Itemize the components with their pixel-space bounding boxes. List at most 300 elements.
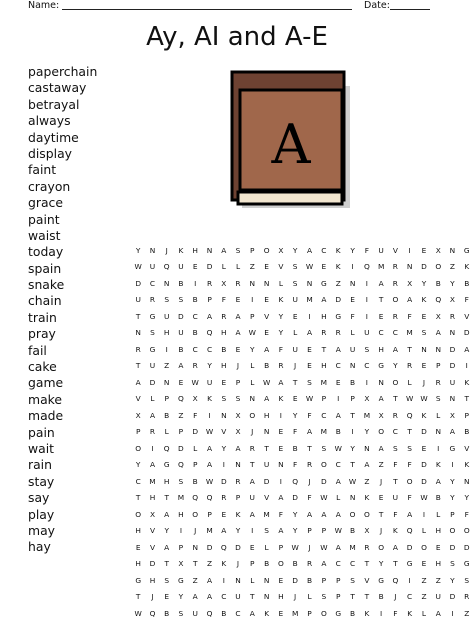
grid-cell[interactable]: Z [431, 572, 445, 589]
grid-cell[interactable]: F [302, 490, 316, 507]
grid-cell[interactable]: X [445, 407, 459, 424]
grid-cell[interactable]: E [345, 292, 359, 309]
grid-cell[interactable]: F [288, 424, 302, 441]
grid-cell[interactable]: T [188, 556, 202, 573]
grid-cell[interactable]: M [402, 325, 416, 342]
grid-cell[interactable]: Y [374, 556, 388, 573]
grid-cell[interactable]: B [331, 424, 345, 441]
grid-cell[interactable]: N [431, 341, 445, 358]
grid-cell[interactable]: I [274, 473, 288, 490]
grid-cell[interactable]: F [402, 308, 416, 325]
grid-cell[interactable]: E [417, 440, 431, 457]
grid-cell[interactable]: W [288, 539, 302, 556]
grid-cell[interactable]: P [174, 424, 188, 441]
grid-cell[interactable]: Q [174, 391, 188, 408]
grid-cell[interactable]: I [417, 506, 431, 523]
grid-cell[interactable]: R [402, 358, 416, 375]
grid-cell[interactable]: Z [202, 556, 216, 573]
grid-cell[interactable]: B [160, 407, 174, 424]
grid-cell[interactable]: T [402, 341, 416, 358]
grid-cell[interactable]: P [245, 242, 259, 259]
grid-cell[interactable]: M [317, 374, 331, 391]
grid-cell[interactable]: I [174, 523, 188, 540]
grid-cell[interactable]: S [174, 292, 188, 309]
grid-cell[interactable]: E [302, 341, 316, 358]
grid-cell[interactable]: I [445, 457, 459, 474]
grid-cell[interactable]: A [374, 440, 388, 457]
grid-cell[interactable]: W [131, 605, 145, 622]
grid-cell[interactable]: C [188, 308, 202, 325]
grid-cell[interactable]: Y [345, 440, 359, 457]
grid-cell[interactable]: B [217, 605, 231, 622]
grid-cell[interactable]: B [188, 292, 202, 309]
grid-cell[interactable]: N [259, 572, 273, 589]
grid-cell[interactable]: I [145, 440, 159, 457]
grid-cell[interactable]: F [402, 457, 416, 474]
grid-cell[interactable]: I [431, 440, 445, 457]
grid-cell[interactable]: D [460, 539, 474, 556]
grid-cell[interactable]: P [302, 523, 316, 540]
grid-cell[interactable]: V [360, 572, 374, 589]
grid-cell[interactable]: N [360, 440, 374, 457]
grid-cell[interactable]: O [345, 506, 359, 523]
grid-cell[interactable]: U [202, 374, 216, 391]
grid-cell[interactable]: Y [445, 473, 459, 490]
grid-cell[interactable]: A [174, 358, 188, 375]
grid-cell[interactable]: A [202, 308, 216, 325]
grid-cell[interactable]: K [274, 292, 288, 309]
grid-cell[interactable]: A [217, 523, 231, 540]
grid-cell[interactable]: O [374, 424, 388, 441]
grid-cell[interactable]: N [231, 572, 245, 589]
grid-cell[interactable]: O [360, 506, 374, 523]
grid-cell[interactable]: W [259, 374, 273, 391]
grid-cell[interactable]: C [317, 407, 331, 424]
grid-cell[interactable]: H [188, 242, 202, 259]
grid-cell[interactable]: C [202, 341, 216, 358]
grid-cell[interactable]: T [131, 490, 145, 507]
grid-cell[interactable]: K [331, 259, 345, 276]
grid-cell[interactable]: B [374, 589, 388, 606]
grid-cell[interactable]: F [217, 292, 231, 309]
grid-cell[interactable]: D [231, 539, 245, 556]
grid-cell[interactable]: N [160, 374, 174, 391]
grid-cell[interactable]: A [431, 605, 445, 622]
grid-cell[interactable]: W [202, 424, 216, 441]
grid-cell[interactable]: C [374, 325, 388, 342]
grid-cell[interactable]: Y [388, 358, 402, 375]
grid-cell[interactable]: P [331, 572, 345, 589]
grid-cell[interactable]: N [445, 325, 459, 342]
grid-cell[interactable]: L [245, 374, 259, 391]
grid-cell[interactable]: I [188, 275, 202, 292]
grid-cell[interactable]: W [402, 391, 416, 408]
grid-cell[interactable]: Z [160, 358, 174, 375]
grid-cell[interactable]: I [402, 572, 416, 589]
grid-cell[interactable]: U [145, 259, 159, 276]
grid-cell[interactable]: P [231, 374, 245, 391]
grid-cell[interactable]: A [231, 325, 245, 342]
grid-cell[interactable]: O [417, 539, 431, 556]
grid-cell[interactable]: C [217, 589, 231, 606]
grid-cell[interactable]: I [345, 424, 359, 441]
grid-cell[interactable]: T [131, 589, 145, 606]
grid-cell[interactable]: Z [417, 589, 431, 606]
grid-cell[interactable]: T [360, 556, 374, 573]
grid-cell[interactable]: D [317, 473, 331, 490]
grid-cell[interactable]: I [217, 572, 231, 589]
grid-cell[interactable]: V [460, 308, 474, 325]
grid-cell[interactable]: C [317, 242, 331, 259]
grid-cell[interactable]: D [174, 308, 188, 325]
grid-cell[interactable]: M [259, 506, 273, 523]
grid-cell[interactable]: W [331, 440, 345, 457]
grid-cell[interactable]: L [417, 605, 431, 622]
grid-cell[interactable]: U [360, 325, 374, 342]
grid-cell[interactable]: L [288, 325, 302, 342]
grid-cell[interactable]: T [245, 457, 259, 474]
grid-cell[interactable]: I [245, 523, 259, 540]
grid-cell[interactable]: A [431, 325, 445, 342]
grid-cell[interactable]: E [417, 358, 431, 375]
grid-cell[interactable]: K [402, 605, 416, 622]
grid-cell[interactable]: Z [331, 275, 345, 292]
grid-cell[interactable]: F [360, 242, 374, 259]
grid-cell[interactable]: J [231, 358, 245, 375]
grid-cell[interactable]: J [231, 556, 245, 573]
grid-cell[interactable]: D [417, 259, 431, 276]
grid-cell[interactable]: R [388, 308, 402, 325]
grid-cell[interactable]: Y [245, 341, 259, 358]
grid-cell[interactable]: Y [202, 358, 216, 375]
grid-cell[interactable]: A [302, 424, 316, 441]
grid-cell[interactable]: N [188, 539, 202, 556]
grid-cell[interactable]: R [388, 407, 402, 424]
grid-cell[interactable]: L [417, 523, 431, 540]
grid-cell[interactable]: N [160, 275, 174, 292]
grid-cell[interactable]: P [202, 506, 216, 523]
grid-cell[interactable]: I [460, 358, 474, 375]
grid-cell[interactable]: J [188, 523, 202, 540]
grid-cell[interactable]: K [417, 292, 431, 309]
grid-cell[interactable]: D [188, 424, 202, 441]
grid-cell[interactable]: V [259, 490, 273, 507]
grid-cell[interactable]: L [331, 490, 345, 507]
grid-cell[interactable]: Q [217, 539, 231, 556]
grid-cell[interactable]: S [317, 589, 331, 606]
grid-cell[interactable]: G [160, 457, 174, 474]
grid-cell[interactable]: E [217, 506, 231, 523]
grid-cell[interactable]: N [302, 275, 316, 292]
grid-cell[interactable]: A [317, 506, 331, 523]
grid-cell[interactable]: I [360, 292, 374, 309]
grid-cell[interactable]: M [345, 539, 359, 556]
grid-cell[interactable]: N [445, 391, 459, 408]
grid-cell[interactable]: D [445, 358, 459, 375]
grid-cell[interactable]: K [217, 556, 231, 573]
grid-cell[interactable]: N [460, 473, 474, 490]
grid-cell[interactable]: K [417, 407, 431, 424]
grid-cell[interactable]: G [331, 308, 345, 325]
grid-cell[interactable]: M [360, 407, 374, 424]
grid-cell[interactable]: A [431, 473, 445, 490]
grid-cell[interactable]: X [217, 275, 231, 292]
grid-cell[interactable]: W [317, 539, 331, 556]
grid-cell[interactable]: J [388, 589, 402, 606]
grid-cell[interactable]: W [245, 325, 259, 342]
grid-cell[interactable]: L [217, 259, 231, 276]
grid-cell[interactable]: E [174, 374, 188, 391]
grid-cell[interactable]: K [202, 391, 216, 408]
grid-cell[interactable]: L [245, 358, 259, 375]
grid-cell[interactable]: K [274, 391, 288, 408]
grid-cell[interactable]: R [302, 556, 316, 573]
grid-cell[interactable]: P [331, 589, 345, 606]
grid-cell[interactable]: Q [388, 572, 402, 589]
grid-cell[interactable]: P [274, 539, 288, 556]
grid-cell[interactable]: C [231, 605, 245, 622]
grid-cell[interactable]: S [174, 605, 188, 622]
grid-cell[interactable]: Y [288, 242, 302, 259]
grid-cell[interactable]: C [131, 473, 145, 490]
grid-cell[interactable]: V [217, 424, 231, 441]
grid-cell[interactable]: F [274, 506, 288, 523]
grid-cell[interactable]: A [402, 506, 416, 523]
grid-cell[interactable]: A [388, 539, 402, 556]
grid-cell[interactable]: R [217, 490, 231, 507]
grid-cell[interactable]: S [431, 391, 445, 408]
grid-cell[interactable]: X [174, 556, 188, 573]
grid-cell[interactable]: E [131, 539, 145, 556]
grid-cell[interactable]: H [431, 523, 445, 540]
grid-cell[interactable]: U [160, 308, 174, 325]
grid-cell[interactable]: O [259, 242, 273, 259]
grid-cell[interactable]: A [388, 341, 402, 358]
grid-cell[interactable]: D [145, 556, 159, 573]
grid-cell[interactable]: E [288, 308, 302, 325]
grid-cell[interactable]: I [360, 275, 374, 292]
grid-cell[interactable]: B [431, 490, 445, 507]
grid-cell[interactable]: R [431, 374, 445, 391]
grid-cell[interactable]: E [188, 259, 202, 276]
grid-cell[interactable]: A [160, 539, 174, 556]
grid-cell[interactable]: B [345, 374, 359, 391]
grid-cell[interactable]: O [388, 292, 402, 309]
grid-cell[interactable]: D [131, 275, 145, 292]
grid-cell[interactable]: E [231, 341, 245, 358]
grid-cell[interactable]: Y [445, 275, 459, 292]
grid-cell[interactable]: O [188, 506, 202, 523]
grid-cell[interactable]: A [302, 325, 316, 342]
grid-cell[interactable]: E [417, 242, 431, 259]
grid-cell[interactable]: W [302, 259, 316, 276]
grid-cell[interactable]: S [217, 391, 231, 408]
grid-cell[interactable]: X [445, 292, 459, 309]
grid-cell[interactable]: Y [445, 490, 459, 507]
grid-cell[interactable]: T [317, 341, 331, 358]
grid-cell[interactable]: K [259, 605, 273, 622]
grid-cell[interactable]: B [460, 424, 474, 441]
grid-cell[interactable]: K [460, 374, 474, 391]
grid-cell[interactable]: F [402, 490, 416, 507]
grid-cell[interactable]: K [360, 490, 374, 507]
grid-cell[interactable]: X [231, 407, 245, 424]
grid-cell[interactable]: H [274, 589, 288, 606]
grid-cell[interactable]: H [160, 325, 174, 342]
grid-cell[interactable]: D [445, 539, 459, 556]
grid-cell[interactable]: P [317, 523, 331, 540]
grid-cell[interactable]: G [145, 341, 159, 358]
grid-cell[interactable]: T [259, 440, 273, 457]
grid-cell[interactable]: Y [288, 407, 302, 424]
grid-cell[interactable]: A [317, 556, 331, 573]
grid-cell[interactable]: T [131, 308, 145, 325]
grid-cell[interactable]: H [217, 325, 231, 342]
grid-cell[interactable]: B [460, 275, 474, 292]
grid-cell[interactable]: H [131, 523, 145, 540]
grid-cell[interactable]: D [417, 473, 431, 490]
grid-cell[interactable]: I [402, 242, 416, 259]
grid-cell[interactable]: A [245, 605, 259, 622]
grid-cell[interactable]: B [188, 473, 202, 490]
grid-cell[interactable]: S [231, 391, 245, 408]
grid-cell[interactable]: U [131, 292, 145, 309]
grid-cell[interactable]: B [188, 325, 202, 342]
grid-cell[interactable]: B [345, 523, 359, 540]
grid-cell[interactable]: A [188, 589, 202, 606]
grid-cell[interactable]: Z [188, 572, 202, 589]
grid-cell[interactable]: Y [274, 325, 288, 342]
grid-cell[interactable]: A [360, 457, 374, 474]
grid-cell[interactable]: W [317, 490, 331, 507]
grid-cell[interactable]: S [445, 556, 459, 573]
grid-cell[interactable]: X [360, 391, 374, 408]
grid-cell[interactable]: G [331, 605, 345, 622]
grid-cell[interactable]: T [388, 391, 402, 408]
grid-cell[interactable]: A [302, 506, 316, 523]
grid-cell[interactable]: R [388, 259, 402, 276]
grid-cell[interactable]: H [174, 506, 188, 523]
grid-cell[interactable]: Y [131, 242, 145, 259]
grid-cell[interactable]: T [131, 358, 145, 375]
grid-cell[interactable]: J [288, 358, 302, 375]
grid-cell[interactable]: C [331, 457, 345, 474]
grid-cell[interactable]: V [388, 242, 402, 259]
grid-cell[interactable]: H [317, 308, 331, 325]
grid-cell[interactable]: N [374, 374, 388, 391]
grid-cell[interactable]: A [274, 374, 288, 391]
grid-cell[interactable]: S [288, 275, 302, 292]
grid-cell[interactable]: A [445, 424, 459, 441]
grid-cell[interactable]: A [202, 572, 216, 589]
grid-cell[interactable]: R [131, 341, 145, 358]
grid-cell[interactable]: S [160, 572, 174, 589]
grid-cell[interactable]: D [202, 539, 216, 556]
grid-cell[interactable]: K [360, 605, 374, 622]
grid-cell[interactable]: A [331, 539, 345, 556]
grid-cell[interactable]: O [317, 605, 331, 622]
grid-cell[interactable]: Z [174, 407, 188, 424]
grid-cell[interactable]: Q [288, 473, 302, 490]
grid-cell[interactable]: H [145, 490, 159, 507]
grid-cell[interactable]: P [460, 407, 474, 424]
grid-cell[interactable]: Y [288, 506, 302, 523]
grid-cell[interactable]: I [345, 259, 359, 276]
grid-cell[interactable]: R [217, 308, 231, 325]
grid-cell[interactable]: X [431, 308, 445, 325]
grid-cell[interactable]: W [202, 473, 216, 490]
grid-cell[interactable]: O [245, 407, 259, 424]
grid-cell[interactable]: B [431, 275, 445, 292]
grid-cell[interactable]: X [402, 275, 416, 292]
grid-cell[interactable]: E [259, 292, 273, 309]
grid-cell[interactable]: X [360, 523, 374, 540]
grid-cell[interactable]: D [288, 490, 302, 507]
grid-cell[interactable]: Z [360, 473, 374, 490]
grid-cell[interactable]: F [188, 407, 202, 424]
grid-cell[interactable]: R [231, 275, 245, 292]
grid-cell[interactable]: H [431, 556, 445, 573]
grid-cell[interactable]: S [460, 572, 474, 589]
grid-cell[interactable]: G [145, 308, 159, 325]
grid-cell[interactable]: I [302, 308, 316, 325]
grid-cell[interactable]: L [188, 440, 202, 457]
grid-cell[interactable]: A [145, 457, 159, 474]
grid-cell[interactable]: Q [402, 523, 416, 540]
grid-cell[interactable]: G [460, 556, 474, 573]
grid-cell[interactable]: U [174, 259, 188, 276]
grid-cell[interactable]: T [160, 490, 174, 507]
grid-cell[interactable]: E [374, 308, 388, 325]
grid-cell[interactable]: A [331, 407, 345, 424]
grid-cell[interactable]: A [402, 292, 416, 309]
grid-cell[interactable]: E [259, 259, 273, 276]
grid-cell[interactable]: N [259, 589, 273, 606]
grid-cell[interactable]: C [388, 424, 402, 441]
grid-cell[interactable]: I [274, 407, 288, 424]
grid-cell[interactable]: A [131, 374, 145, 391]
grid-cell[interactable]: T [402, 424, 416, 441]
grid-cell[interactable]: H [317, 358, 331, 375]
grid-cell[interactable]: Y [160, 523, 174, 540]
grid-cell[interactable]: W [302, 391, 316, 408]
grid-cell[interactable]: D [145, 374, 159, 391]
grid-cell[interactable]: R [145, 424, 159, 441]
grid-cell[interactable]: C [345, 556, 359, 573]
grid-cell[interactable]: R [445, 308, 459, 325]
grid-cell[interactable]: A [374, 275, 388, 292]
grid-cell[interactable]: R [302, 457, 316, 474]
grid-cell[interactable]: H [131, 556, 145, 573]
grid-cell[interactable]: F [288, 457, 302, 474]
grid-cell[interactable]: Y [288, 523, 302, 540]
grid-cell[interactable]: P [431, 358, 445, 375]
grid-cell[interactable]: Y [131, 457, 145, 474]
grid-cell[interactable]: E [217, 374, 231, 391]
grid-cell[interactable]: X [431, 242, 445, 259]
grid-cell[interactable]: A [374, 391, 388, 408]
grid-cell[interactable]: O [374, 539, 388, 556]
grid-cell[interactable]: S [288, 259, 302, 276]
grid-cell[interactable]: N [345, 490, 359, 507]
grid-cell[interactable]: L [431, 407, 445, 424]
grid-cell[interactable]: I [331, 391, 345, 408]
grid-cell[interactable]: Y [417, 275, 431, 292]
grid-cell[interactable]: S [145, 325, 159, 342]
grid-cell[interactable]: U [374, 242, 388, 259]
grid-cell[interactable]: L [160, 424, 174, 441]
grid-cell[interactable]: E [331, 374, 345, 391]
